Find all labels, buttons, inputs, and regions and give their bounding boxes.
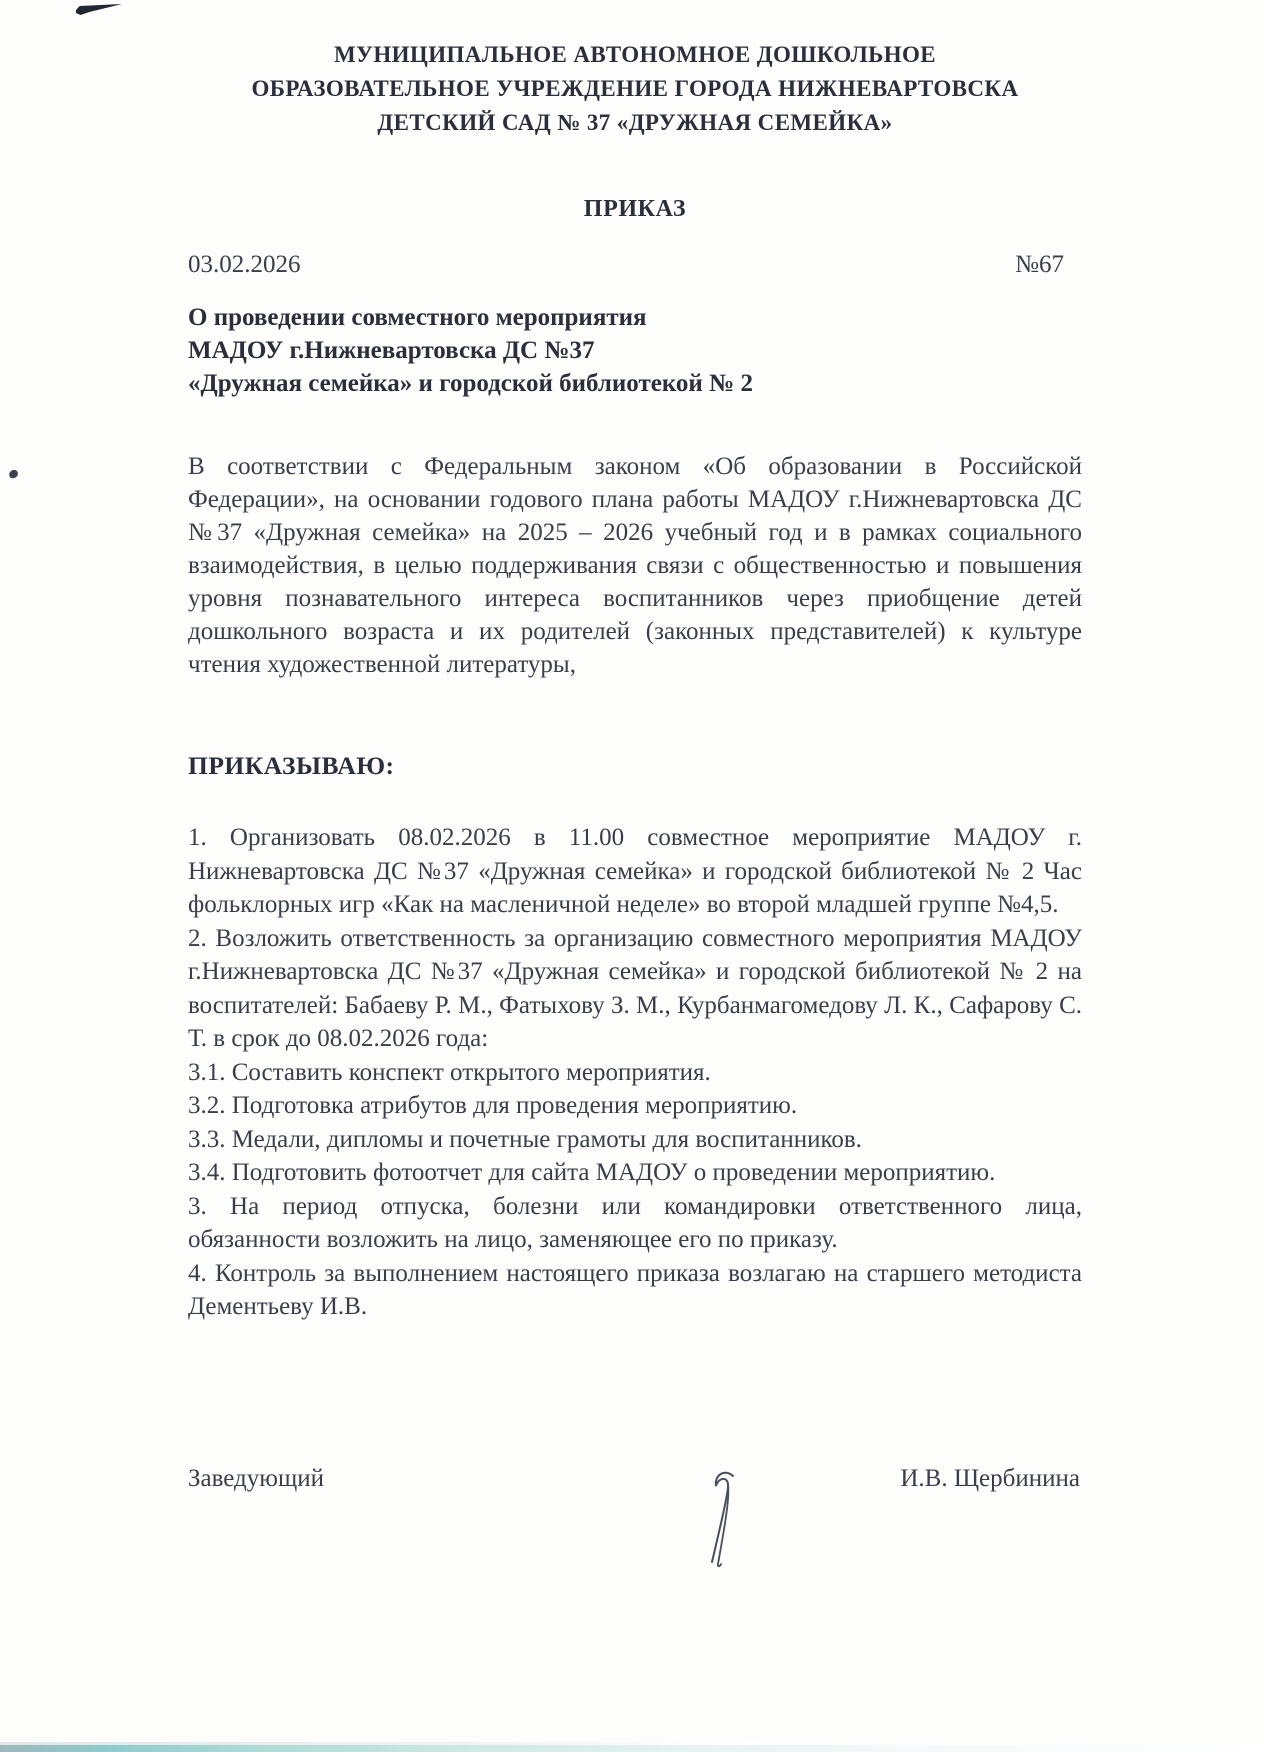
organization-header [188, 38, 1082, 140]
organization-header-line2: ОБРАЗОВАТЕЛЬНОЕ УЧРЕЖДЕНИЕ ГОРОДА НИЖНЕВАРТОВСКА [251, 76, 1019, 101]
document-number: №67 [1015, 251, 1064, 278]
date-number-row [188, 248, 1082, 281]
order-heading: ПРИКАЗЫВАЮ: [188, 751, 395, 780]
order-item-3-1: 3.1. Составить конспект открытого мероприятия. [188, 1058, 711, 1086]
intro-paragraph: В соответствии с Федеральным законом «Об образовании в Российской Федерации», на основании годового плана работы МАДОУ г.Нижневартовска ДС №37 «Дружная семейка» на 2025 – 2026 учебный год и в рамках социального взаимодействия, в целью поддерживания связи с общественностью и повышения уровня познавательного интереса воспитанников через приобщение детей дошкольного возраста и их родителей (законных представителей) к культуре чтения художественной литературы, [188, 453, 1082, 678]
subject-line3: «Дружная семейка» и городской библиотекой № 2 [188, 370, 753, 397]
subject-line1: О проведении совместного мероприятия [188, 304, 647, 331]
signatory-name: И.В. Щербинина [900, 1465, 1080, 1492]
order-item-2: 2. Возложить ответственность за организацию совместного мероприятия МАДОУ г.Нижневартовска ДС №37 «Дружная семейка» и городской библиотекой № 2 на воспитателей: Бабаеву Р. М., Фатыхову З. М., Курбанмагомедову Л. К., Сафарову С. Т. в срок до 08.02.2026 года: [188, 924, 1082, 1052]
order-item-4: 4. Контроль за выполнением настоящего приказа возлагаю на старшего методиста Дементьеву И.В. [188, 1259, 1082, 1320]
order-item-3-4: 3.4. Подготовить фотоотчет для сайта МАДОУ о проведении мероприятию. [188, 1159, 996, 1186]
order-items [188, 821, 1082, 1324]
signature-row [188, 1462, 1080, 1495]
scan-artifact-bottom-strip [0, 1745, 1264, 1752]
handwritten-signature-icon [700, 1468, 744, 1568]
document-date: 03.02.2026 [188, 251, 301, 278]
signatory-role: Заведующий [188, 1465, 324, 1492]
order-item-3: 3. На период отпуска, болезни или командировки ответственного лица, обязанности возложить на лицо, заменяющее его по приказу. [188, 1192, 1082, 1253]
document-title: ПРИКАЗ [583, 196, 687, 222]
order-item-3-3: 3.3. Медали, дипломы и почетные грамоты для воспитанников. [188, 1125, 862, 1153]
organization-header-line1: МУНИЦИПАЛЬНОЕ АВТОНОМНОЕ ДОШКОЛЬНОЕ [333, 42, 937, 67]
organization-header-line3: ДЕТСКИЙ САД № 37 «ДРУЖНАЯ СЕМЕЙКА» [377, 110, 893, 135]
order-item-1: 1. Организовать 08.02.2026 в 11.00 совместное мероприятие МАДОУ г. Нижневартовска ДС №37 «Дружная семейка» и городской библиотекой № 2 Час фольклорных игр «Как на масленичной неделе» во второй младшей группе №4,5. [188, 824, 1082, 918]
document-subject [188, 301, 1082, 400]
subject-line2: МАДОУ г.Нижневартовска ДС №37 [188, 337, 595, 364]
order-item-3-2: 3.2. Подготовка атрибутов для проведения мероприятию. [188, 1092, 798, 1119]
